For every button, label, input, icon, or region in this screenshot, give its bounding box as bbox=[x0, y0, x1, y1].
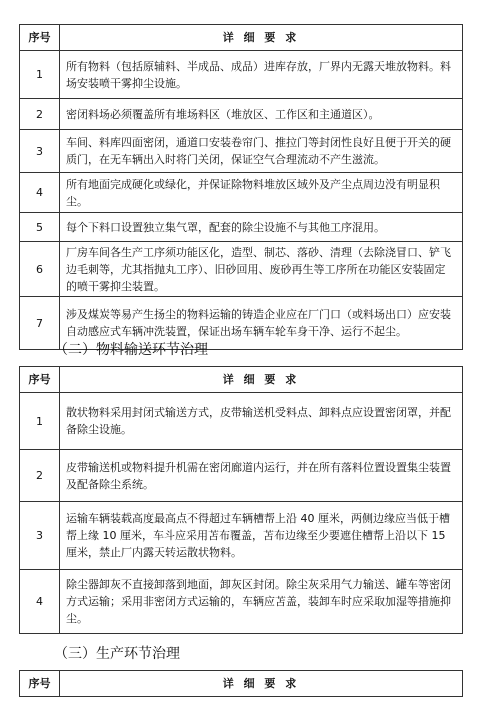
row-text: 除尘器卸灰不直接卸落到地面，卸灰区封闭。除尘灰采用气力输送、罐车等密闭方式运输；采用非密闭方式运输的，车辆应苫盖，装卸车时应采取加湿等措施抑尘。 bbox=[60, 570, 463, 634]
row-number: 7 bbox=[20, 297, 60, 350]
table-row bbox=[20, 393, 463, 450]
row-text: 厂房车间各生产工序须功能区化，造型、制芯、落砂、清理（去除浇冒口、铲飞边毛刺等，尤其指抛丸工序）、旧砂回用、废砂再生等工序所在功能区安装固定的喷干雾抑尘装置。 bbox=[60, 242, 463, 297]
table-row bbox=[20, 99, 463, 130]
row-number: 5 bbox=[20, 213, 60, 242]
row-number: 4 bbox=[20, 570, 60, 634]
section-title-material-transport: （二）物料输送环节治理 bbox=[54, 342, 208, 358]
table-header-row bbox=[20, 671, 463, 697]
table-row bbox=[20, 213, 463, 242]
table-header-row bbox=[20, 25, 463, 51]
row-number: 3 bbox=[20, 130, 60, 173]
row-text: 散状物料采用封闭式输送方式，皮带输送机受料点、卸料点应设置密闭罩，并配备除尘设施。 bbox=[60, 393, 463, 450]
row-text: 涉及煤炭等易产生扬尘的物料运输的铸造企业应在厂门口（或料场出口）应安装自动感应式车辆冲洗装置，保证出场车辆车轮车身干净、运行不起尘。 bbox=[60, 297, 463, 350]
requirements-table-2 bbox=[19, 366, 463, 634]
row-text: 所有地面完成硬化或绿化，并保证除物料堆放区域外及产尘点周边没有明显积尘。 bbox=[60, 173, 463, 213]
header-no: 序号 bbox=[20, 25, 60, 51]
table-row bbox=[20, 502, 463, 570]
table-row bbox=[20, 130, 463, 173]
row-number: 4 bbox=[20, 173, 60, 213]
table-row bbox=[20, 173, 463, 213]
row-number: 3 bbox=[20, 502, 60, 570]
row-text: 每个下料口设置独立集气罩，配套的除尘设施不与其他工序混用。 bbox=[60, 213, 463, 242]
row-number: 6 bbox=[20, 242, 60, 297]
row-text: 运输车辆装载高度最高点不得超过车辆槽帮上沿 40 厘米，两侧边缘应当低于槽帮上缘 10 厘米，车斗应采用苫布覆盖，苫布边缘至少要遮住槽帮上沿以下 15 厘米，禁止厂内露天转运散状物料。 bbox=[60, 502, 463, 570]
row-text: 车间、料库四面密闭，通道口安装卷帘门、推拉门等封闭性良好且便于开关的硬质门，在无车辆出入时将门关闭，保证空气合理流动不产生滋流。 bbox=[60, 130, 463, 173]
table-header-row bbox=[20, 367, 463, 393]
row-number: 1 bbox=[20, 393, 60, 450]
section-title-production: （三）生产环节治理 bbox=[54, 646, 180, 662]
row-text: 密闭料场必须覆盖所有堆场料区（堆放区、工作区和主通道区）。 bbox=[60, 99, 463, 130]
header-requirement: 详 细 要 求 bbox=[60, 367, 463, 393]
row-number: 2 bbox=[20, 99, 60, 130]
header-no: 序号 bbox=[20, 367, 60, 393]
row-number: 1 bbox=[20, 51, 60, 99]
header-no: 序号 bbox=[20, 671, 60, 697]
table-row bbox=[20, 242, 463, 297]
requirements-table-3 bbox=[19, 670, 463, 697]
row-number: 2 bbox=[20, 450, 60, 502]
header-requirement: 详 细 要 求 bbox=[60, 25, 463, 51]
table-row bbox=[20, 450, 463, 502]
row-text: 皮带输送机或物料提升机需在密闭廊道内运行，并在所有落料位置设置集尘装置及配备除尘系统。 bbox=[60, 450, 463, 502]
requirements-table-1 bbox=[19, 24, 463, 350]
header-requirement: 详 细 要 求 bbox=[60, 671, 463, 697]
table-row bbox=[20, 570, 463, 634]
row-text: 所有物料（包括原辅料、半成品、成品）进库存放，厂界内无露天堆放物料。料场安装喷干雾抑尘设施。 bbox=[60, 51, 463, 99]
table-row bbox=[20, 51, 463, 99]
